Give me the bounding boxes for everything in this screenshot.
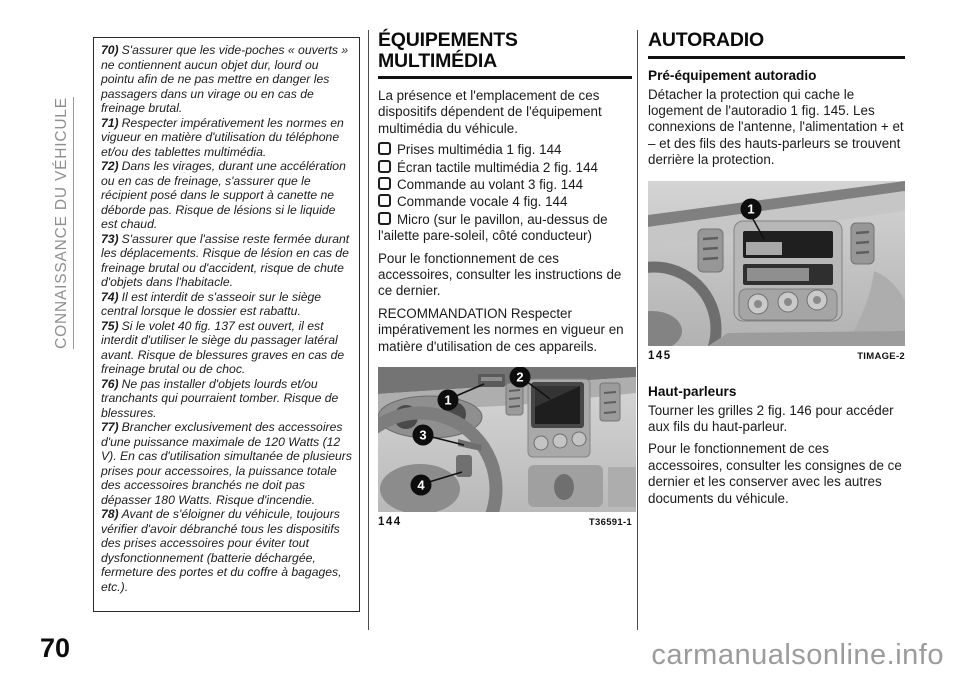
svg-text:3: 3 xyxy=(419,427,427,443)
warning-item-number: 72) xyxy=(101,159,119,173)
warning-item-text: Il est interdit de s'asseoir sur le siège central lorsque le dossier est rabattu. xyxy=(101,289,322,318)
callout-1-badge xyxy=(438,390,459,411)
list-item xyxy=(378,194,632,210)
multimedia-usage-note: Pour le fonctionnement de ces accessoires, consulter les instructions de ce dernier. xyxy=(378,250,622,299)
autoradio-section xyxy=(648,30,905,512)
square-bullet-icon xyxy=(378,177,391,190)
square-bullet-icon xyxy=(378,212,391,225)
square-bullet-icon xyxy=(378,194,391,207)
svg-text:1: 1 xyxy=(444,392,452,408)
list-item-text: Commande vocale 4 fig. 144 xyxy=(397,194,568,210)
list-item-text: Micro (sur le pavillon, au-dessus de l'ailette pare-soleil, côté conducteur) xyxy=(378,211,608,244)
callout-3-badge xyxy=(413,425,434,446)
multimedia-intro: La présence et l'emplacement de ces dispositifs dépendent de l'équipement multimédia du véhicule. xyxy=(378,88,602,136)
warning-item xyxy=(101,159,352,232)
warning-item-number: 74) xyxy=(101,289,119,304)
warning-item-text: Ne pas installer d'objets lourds et/ou tranchants qui pourraient tomber. Risque de blessures. xyxy=(101,376,339,420)
warning-item-text: Brancher exclusivement des accessoires d'une puissance maximale de 120 Watts (12 V). En cas d'utilisation simultanée de plusieurs prises pour accessoires, la puissance totale des accessoires branchés ne doit pas dépasser 180 Watts. Risque d'incendie. xyxy=(101,420,352,507)
section-title-multimedia: ÉQUIPEMENTS MULTIMÉDIA xyxy=(378,30,632,79)
column-divider xyxy=(637,30,638,630)
warning-item xyxy=(101,290,352,319)
warning-item-text: Respecter impérativement les normes en vigueur en matière d'utilisation du téléphone et/ou des tablettes multimédia. xyxy=(101,115,344,159)
section-title-autoradio: AUTORADIO xyxy=(648,30,905,59)
warning-item-text: Si le volet 40 fig. 137 est ouvert, il est interdit d'utiliser le siège du passager latéral avant. Risque de blessures graves en cas de freinage brutal ou de choc. xyxy=(101,318,345,376)
square-bullet-icon xyxy=(378,160,391,173)
column-divider xyxy=(368,30,369,630)
list-item xyxy=(378,160,632,176)
warning-item-number: 76) xyxy=(101,376,119,391)
warning-item-text: S'assurer que les vide-poches « ouverts » ne contiennent aucun objet dur, lourd ou pointu afin de ne pas mettre en danger les passagers dans un virage ou en cas de freinage brutal. xyxy=(101,43,349,115)
list-item xyxy=(378,142,632,158)
callout-1-badge xyxy=(741,198,762,219)
list-item-text: Commande au volant 3 fig. 144 xyxy=(397,177,584,193)
list-item xyxy=(378,177,632,193)
figure-code: T36591-1 xyxy=(588,517,632,529)
figure-caption xyxy=(648,350,905,362)
warning-item xyxy=(101,116,352,160)
warning-item xyxy=(101,420,352,507)
pre-equipment-text: Détacher la protection qui cache le logement de l'autoradio 1 fig. 145. Les connexions de l'antenne, l'alimentation + et – et des fils des hauts-parleurs se trouvent derrière la protection. xyxy=(648,86,904,168)
warning-item-number: 77) xyxy=(101,420,119,434)
warning-item-number: 70) xyxy=(101,43,119,57)
callout-4-badge xyxy=(411,475,432,496)
multimedia-recommendation: RECOMMANDATION Respecter impérativement les normes en vigueur en matière d'utilisation de ces appareils. xyxy=(378,305,624,354)
chapter-sidebar-label-text: CONNAISSANCE DU VÉHICULE xyxy=(53,97,74,349)
warning-item-number: 71) xyxy=(101,115,119,130)
svg-text:4: 4 xyxy=(417,477,425,493)
square-bullet-icon xyxy=(378,142,391,155)
chapter-sidebar-label xyxy=(53,93,73,353)
warning-item-text: Dans les virages, durant une accélération ou en cas de freinage, s'assurer que le récipient posé dans le support à canette ne déborde pas. Risque de lésions si le liquide est chaud. xyxy=(101,159,346,231)
warning-notes-box xyxy=(93,37,360,612)
multimedia-section xyxy=(378,30,632,528)
warning-item xyxy=(101,507,352,594)
figure-number: 144 xyxy=(378,516,402,529)
figure-145 xyxy=(648,181,905,362)
warning-item xyxy=(101,232,352,290)
warning-item-number: 78) xyxy=(101,507,119,521)
warning-item xyxy=(101,319,352,377)
pre-equipment-heading: Pré-équipement autoradio xyxy=(648,67,817,83)
warning-item xyxy=(101,377,352,421)
page-number: 70 xyxy=(40,633,71,663)
warning-item xyxy=(101,43,352,116)
warning-item-text: Avant de s'éloigner du véhicule, toujours vérifier d'avoir débranché tous les dispositifs des prises accessoires pour éviter tout dysfonctionnement (batterie déchargée, fermeture des portes et du coffre à bagages, etc.). xyxy=(101,507,342,594)
callout-2-badge xyxy=(510,367,531,388)
warning-item-text: S'assurer que l'assise reste fermée durant les déplacements. Risque de lésion en cas de freinage brutal ou d'accident, risque de chute d'objets dans l'habitacle. xyxy=(101,231,350,289)
speakers-text-2: Pour le fonctionnement de ces accessoires, consulter les consignes de ce dernier et les conserver avec les autres documents du véhicule. xyxy=(648,441,902,506)
figure-number: 145 xyxy=(648,349,672,362)
svg-text:2: 2 xyxy=(516,369,524,385)
list-item-text: Écran tactile multimédia 2 fig. 144 xyxy=(397,159,598,175)
figure-144 xyxy=(378,367,632,528)
warning-item-number: 75) xyxy=(101,318,119,333)
figure-code: TIMAGE-2 xyxy=(857,350,905,362)
speakers-heading: Haut-parleurs xyxy=(648,383,737,399)
dashboard-photo-144 xyxy=(378,367,636,512)
list-item-text: Prises multimédia 1 fig. 144 xyxy=(397,142,562,158)
dashboard-photo-145 xyxy=(648,181,905,346)
watermark: carmanualsonline.info xyxy=(651,639,944,671)
svg-text:1: 1 xyxy=(747,201,755,217)
speakers-text-1: Tourner les grilles 2 fig. 146 pour accéder aux fils du haut-parleur. xyxy=(648,402,894,434)
warning-item-number: 73) xyxy=(101,231,119,246)
figure-caption xyxy=(378,516,632,528)
list-item xyxy=(378,212,632,245)
